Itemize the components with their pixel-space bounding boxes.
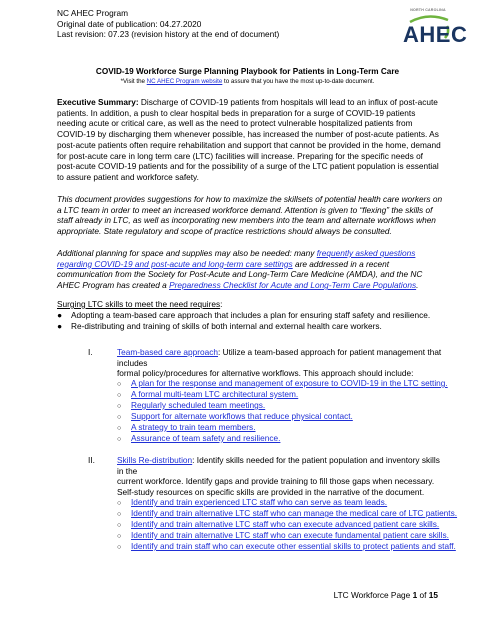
circle-bullet-icon: ○	[117, 511, 122, 518]
section-2-body	[117, 455, 447, 498]
team-based-care-link[interactable]: Team-based care approach	[117, 347, 219, 357]
visit-note	[0, 78, 495, 85]
revision-date: Last revision: 07.23 (revision history at the end of document)	[57, 29, 280, 39]
surging-heading	[57, 299, 443, 310]
section-2-numeral: II.	[88, 455, 95, 465]
section-2-item[interactable]	[117, 541, 456, 554]
circle-bullet-icon: ○	[117, 544, 122, 551]
document-meta	[57, 8, 279, 40]
circle-bullet-icon: ○	[117, 533, 122, 540]
planning-paragraph	[57, 248, 443, 291]
surging-heading-text: Surging LTC skills to meet the need requires	[57, 299, 221, 309]
visit-note-suffix: to assure that you have the most up-to-date document.	[222, 78, 375, 85]
section-2-item-link[interactable]: Identify and train experienced LTC staff who can serve as team leads.	[131, 497, 388, 507]
section-1-item-link[interactable]: A formal multi-team LTC architectural system.	[131, 389, 299, 399]
section-2-text: : Identify skills needed for the patient population and inventory skills in the	[117, 455, 440, 476]
surging-heading-colon: :	[220, 299, 223, 309]
circle-bullet-icon: ○	[117, 392, 122, 399]
planning-middle: are addressed in a recent communication from the Society for Post-Acute and Long-Term Care Medicine (AMDA), and the NC AHEC Program has created a	[57, 258, 423, 291]
circle-bullet-icon: ○	[117, 381, 122, 388]
section-2-item-link[interactable]: Identify and train alternative LTC staff who can execute fundamental patient care skills.	[131, 530, 449, 540]
faq-link[interactable]: frequently asked questions regarding COVID-19 and post-acute and long-term care settings	[57, 248, 416, 269]
section-1-item-link[interactable]: Regularly scheduled team meetings.	[131, 400, 266, 410]
executive-summary-text: Discharge of COVID-19 patients from hospitals will lead to an influx of post-acute patients. In addition, a push to clear hospital beds in preparation for a surge of COVID-19 patients needing acute or critical care, as well as the need to protect vulnerable hospitalized patients from COVID-19 by discharging them whenever possible, has increased the number of post-acute patients. As post-acute patients often require rehabilitation and support that cannot be provided in the home, demand for post-acute care in long term care (LTC) facilities will increase. Preparing for the specific needs of post-acute COVID-19 patients and for the possibility of a surge of the LTC patient population is essential to assure patient and workforce safety.	[57, 97, 441, 182]
page-footer	[334, 590, 438, 600]
section-1-numeral: I.	[88, 347, 93, 357]
section-1-item-link[interactable]: A plan for the response and management of exposure to COVID-19 in the LTC setting.	[131, 378, 448, 388]
footer-of: of	[417, 590, 429, 600]
bullet-icon: ●	[57, 310, 63, 320]
circle-bullet-icon: ○	[117, 414, 122, 421]
section-1-text: : Utilize a team-based approach for patient management that includes	[117, 347, 442, 368]
planning-suffix: .	[416, 280, 419, 291]
logo-brand-text: AHEC	[403, 22, 468, 47]
skills-redistribution-link[interactable]: Skills Re-distribution	[117, 455, 193, 465]
publication-date: Original date of publication: 04.27.2020	[57, 18, 202, 29]
circle-bullet-icon: ○	[117, 500, 122, 507]
section-1-text-rest: formal policy/procedures for alternative workflows. This approach should include:	[117, 368, 414, 379]
footer-prefix: LTC Workforce Page	[333, 590, 413, 600]
ahec-website-link[interactable]: NC AHEC Program website	[146, 78, 223, 85]
circle-bullet-icon: ○	[117, 436, 122, 443]
section-2-item-link[interactable]: Identify and train alternative LTC staff who can manage the medical care of LTC patients.	[131, 508, 458, 518]
executive-summary	[57, 97, 443, 183]
bullet-text: Adopting a team-based care approach that includes a plan for ensuring staff safety and resilience.	[71, 310, 431, 320]
nc-ahec-logo	[398, 8, 468, 52]
current-page-number: 1	[412, 590, 418, 600]
visit-note-prefix: *Visit the	[120, 78, 147, 85]
section-1-item-link[interactable]: Assurance of team safety and resilience.	[131, 433, 281, 443]
section-1-body	[117, 347, 447, 379]
section-2-text-rest: current workforce. Identify gaps and provide training to fill those gaps when necessary. Self-study resources on specific skills are provided in the narrative of the document.	[117, 476, 435, 498]
circle-bullet-icon: ○	[117, 522, 122, 529]
bullet-icon: ●	[57, 321, 63, 331]
document-title: COVID-19 Workforce Surge Planning Playbook for Patients in Long-Term Care	[95, 67, 400, 76]
preparedness-checklist-link[interactable]: Preparedness Checklist for Acute and Long-Term Care Populations	[169, 280, 417, 291]
bullet-text: Re-distributing and training of skills of both internal and external health care workers.	[71, 321, 382, 331]
purpose-paragraph: This document provides suggestions for how to maximize the skillsets of potential health care workers on a LTC team in order to meet an increased workforce demand. Attention is given to “flexing” the skills of staff already in LTC, as well as incorporating new members into the team and alternate workflows when appropriate. State regulatory and scope of practice restrictions should always be consulted.	[57, 194, 443, 237]
section-2-item-link[interactable]: Identify and train staff who can execute other essential skills to protect patients and staff.	[131, 541, 456, 551]
total-pages: 15	[428, 590, 438, 600]
surging-bullet	[57, 310, 452, 321]
logo-state-text: NORTH CAROLINA	[410, 8, 446, 12]
circle-bullet-icon: ○	[117, 425, 122, 432]
section-1-item-link[interactable]: Support for alternate workflows that reduce physical contact.	[131, 411, 353, 421]
section-1-item[interactable]	[117, 433, 280, 446]
executive-summary-label: Executive Summary:	[57, 97, 139, 107]
surging-bullet	[57, 321, 452, 332]
program-name: NC AHEC Program	[57, 8, 129, 18]
planning-prefix: Additional planning for space and supplies may also be needed: many	[57, 248, 317, 258]
section-2-item-link[interactable]: Identify and train alternative LTC staff who can execute advanced patient care skills.	[131, 519, 440, 529]
circle-bullet-icon: ○	[117, 403, 122, 410]
section-1-item-link[interactable]: A strategy to train team members.	[131, 422, 256, 432]
